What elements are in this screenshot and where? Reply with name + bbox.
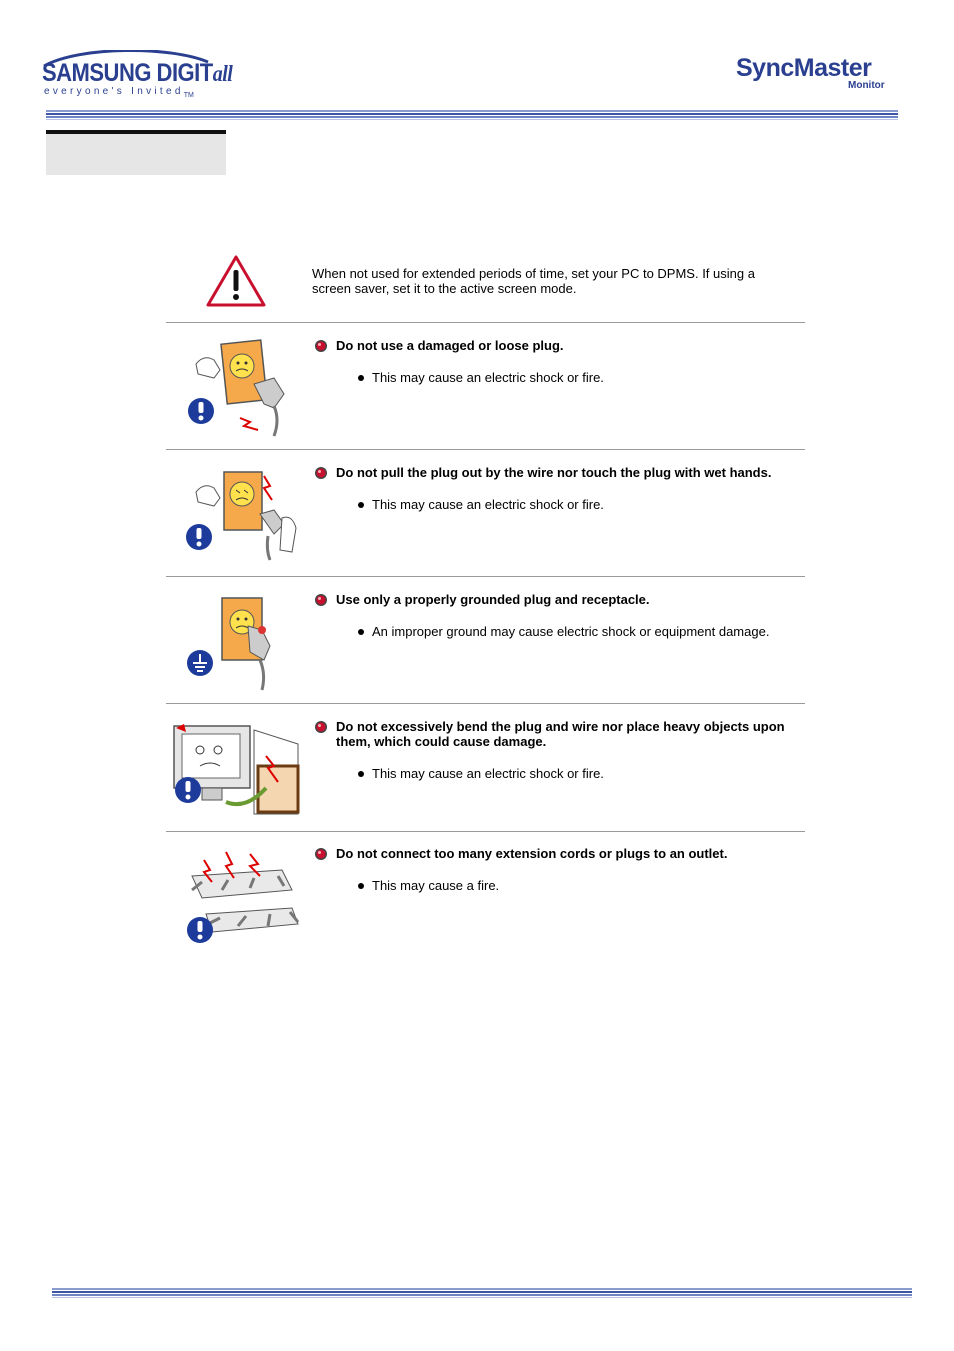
warning-triangle-icon (205, 254, 267, 308)
red-bullet-icon (314, 720, 328, 734)
syncmaster-logo: SyncMaster Monitor (736, 54, 885, 91)
item-5-note: This may cause a fire. (358, 878, 798, 893)
divider (166, 576, 805, 577)
item-2-title: Do not pull the plug out by the wire nor touch the plug with wet hands. (312, 465, 802, 480)
section-heading-tab (46, 130, 226, 175)
intro-text: When not used for extended periods of time, set your PC to DPMS. If using a screen saver, set it to the active screen mode. (312, 266, 755, 296)
divider (166, 322, 805, 323)
logo-brand-text: SAMSUNG DIGITall (42, 58, 233, 87)
item-5-title: Do not connect too many extension cords or plugs to an outlet. (312, 846, 802, 861)
item-4-title: Do not excessively bend the plug and wire nor place heavy objects upon them, which could cause damage. (312, 719, 802, 749)
red-bullet-icon (314, 339, 328, 353)
item-3-title: Use only a properly grounded plug and receptacle. (312, 592, 802, 607)
overloaded-outlet-illustration (166, 842, 306, 952)
item-3-note: An improper ground may cause electric shock or equipment damage. (358, 624, 798, 639)
logo-tagline: everyone's Invited$_{TM}$ (44, 86, 194, 99)
red-bullet-icon (314, 466, 328, 480)
divider (166, 449, 805, 450)
footer-divider (52, 1288, 912, 1300)
divider (166, 831, 805, 832)
damaged-plug-illustration (166, 334, 306, 444)
header-divider (46, 110, 898, 122)
red-bullet-icon (314, 847, 328, 861)
grounded-plug-illustration (166, 590, 306, 700)
bent-cord-monitor-illustration (166, 716, 306, 826)
samsung-digitall-logo (40, 50, 233, 102)
item-1-note: This may cause an electric shock or fire. (358, 370, 798, 385)
red-bullet-icon (314, 593, 328, 607)
wet-hands-plug-illustration (166, 462, 306, 572)
item-4-note: This may cause an electric shock or fire. (358, 766, 798, 781)
item-1-title: Do not use a damaged or loose plug. (312, 338, 802, 353)
divider (166, 703, 805, 704)
item-2-note: This may cause an electric shock or fire. (358, 497, 798, 512)
